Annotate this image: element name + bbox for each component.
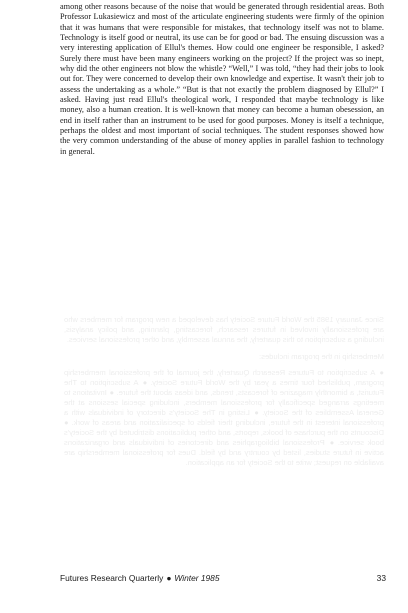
- running-footer: [60, 573, 220, 583]
- show-through-text: Since January 1985 the World Future Society has developed a new program for members who are professionally involved in futures research, forecasting, planning, and policy analysis, including a subscription to this quarterly, the annual assembly, and other professional services.: [64, 315, 384, 344]
- body-paragraph: among other reasons because of the noise that would be generated through residential areas. Both Professor Lukasiewicz and most of the articulate engineering students were firmly of the opinion that it was humans that were responsible for mistakes, that technology itself was not to blame. Technology is itself good or neutral, its use can be for good or bad. The ensuing discussion was a very interesting application of Ellul's themes. How could one engineer be responsible, I asked? Surely there must have been many engineers working on the project? If the project was so inept, why did the other engineers not blow the whistle? “Well,” I was told, “they had their jobs to look out for. They were concerned to develop their own knowledge and expertise. It wasn't their job to assess the undertaking as a whole.” “But is that not exactly the problem diagnosed by Ellul?” I asked. Having just read Ellul's theological work, I responded that maybe technology is like money, also a human creation. It is well-known that money can become a human obesession, an end in itself rather than an instrument to be used for good purposes. Money is itself a technique, perhaps the oldest and most important of social techniques. The student responses showed how the very common understanding of the abuse of money applies in parallel fashion to technology in general.: [60, 2, 384, 156]
- page-number: 33: [376, 573, 386, 583]
- show-through-text: ● A subscription to Futures Research Quarterly, the journal of the professional membership program, published four times a year by the World Future Society. ● A subscription to The Futurist, a bimonthly magazine of forecasts, trends, and ideas about the future. ● Invitations to meetings arranged specifically for professional members, including special sessions at the General Assemblies of the Society. ● Listing in The Society's directory of individuals with a professional interest in the future, including their fields of specialization and areas of work. ● Discounts on the purchase of books, reports, and other publications distributed by the Society's book service. ● Professional bibliographies and directories of individuals and organizations active in future studies, listed by country and by field. Dues for professional membership are available on request; write to the Society for an application.: [64, 368, 384, 467]
- journal-title: Futures Research Quarterly: [60, 573, 164, 583]
- bullet-icon: ●: [166, 573, 172, 583]
- issue-date: Winter 1985: [174, 573, 220, 583]
- show-through-text: Membership in the program includes:: [259, 352, 384, 361]
